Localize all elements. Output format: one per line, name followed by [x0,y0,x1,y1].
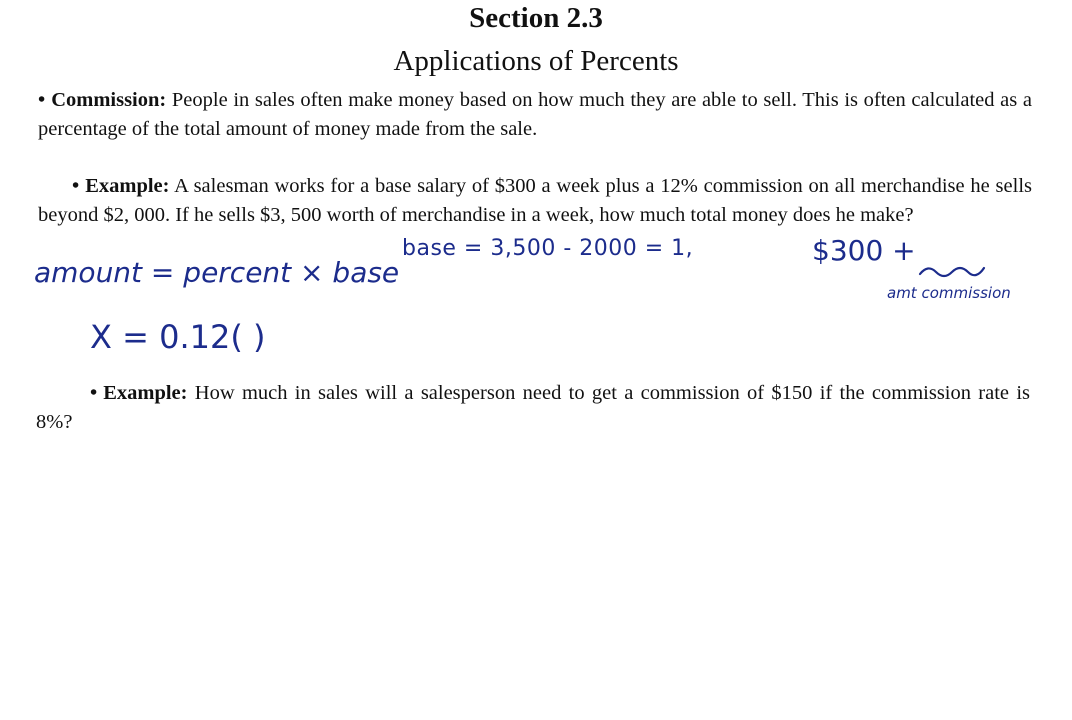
handwritten-formula: amount = percent × base [34,256,400,289]
example-two-text: How much in sales will a salesperson need to get a commission of $150 if the commission rate is 8%? [36,382,1031,433]
example-one [38,172,1032,230]
tilde-brace-icon [918,262,988,282]
handwritten-amt-commission-label: amt commission [887,284,1011,302]
example-two-label: Example: [103,382,188,404]
example-one-label: Example: [85,175,170,197]
example-two [36,379,1030,437]
example-one-text: A salesman works for a base salary of $300 a week plus a 12% commission on all merchandise he sells beyond $2, 000. If he sells $3, 500 worth of merchandise in a week, how much total money does he make? [38,175,1032,226]
commission-term: Commission: [51,89,167,111]
commission-definition [38,86,1032,144]
handwritten-salary-expression: $300 + [812,234,916,267]
section-subtitle: Applications of Percents [393,45,679,77]
commission-text: People in sales often make money based on how much they are able to sell. This is often calculated as a percentage of the total amount of money made from the sale. [38,89,1032,140]
section-title: Section 2.3 [469,2,603,34]
handwritten-equation: X = 0.12( ) [90,318,266,356]
bullet-icon: • [72,175,80,197]
bullet-icon: • [90,382,98,404]
handwritten-base-calculation: base = 3,500 - 2000 = 1, [402,236,694,261]
bullet-icon: • [38,89,46,111]
